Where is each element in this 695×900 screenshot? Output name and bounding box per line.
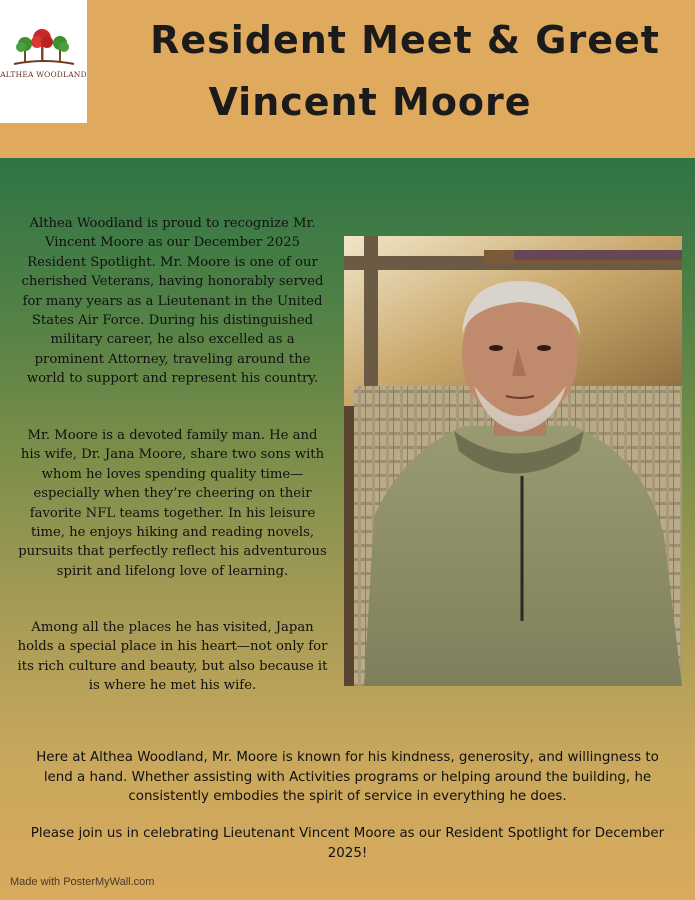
celebration-paragraph: Please join us in celebrating Lieutenant Vincent Moore as our Resident Spotlight for December 2025! xyxy=(30,826,665,861)
page-title: Resident Meet & Greet xyxy=(150,18,660,62)
resident-photo xyxy=(344,236,682,686)
japan-paragraph: Among all the places he has visited, Japan holds a special place in his heart—not only for its rich culture and beauty, but also because it is where he met his wife. xyxy=(17,620,328,694)
community-paragraph: Here at Althea Woodland, Mr. Moore is known for his kindness, generosity, and willingness to lend a hand. Whether assisting with Activities programs or helping around the building, he consistently embodies the spirit of service in everything he does. xyxy=(36,750,659,804)
logo-text: ALTHEA WOODLAND xyxy=(0,70,87,79)
family-paragraph: Mr. Moore is a devoted family man. He and his wife, Dr. Jana Moore, share two sons with whom he loves spending quality time—especially when they’re cheering on their favorite NFL teams together. In his leisure time, he enjoys hiking and reading novels, pursuits that perfectly reflect his adventurous spirit and lifelong love of learning. xyxy=(18,428,327,579)
three-trees-logo-icon xyxy=(12,28,76,70)
resident-portrait-image xyxy=(344,236,682,686)
logo xyxy=(0,0,87,123)
header-banner xyxy=(0,0,695,158)
footer-credit: Made with PosterMyWall.com xyxy=(10,876,155,888)
resident-name: Vincent Moore xyxy=(208,80,532,124)
intro-paragraph: Althea Woodland is proud to recognize Mr. Vincent Moore as our December 2025 Resident Spotlight. Mr. Moore is one of our cherished Veterans, having honorably served for many years as a Lieutenant in the United States Air Force. During his distinguished military career, he also excelled as a prominent Attorney, traveling around the world to support and represent his country. xyxy=(21,216,324,387)
